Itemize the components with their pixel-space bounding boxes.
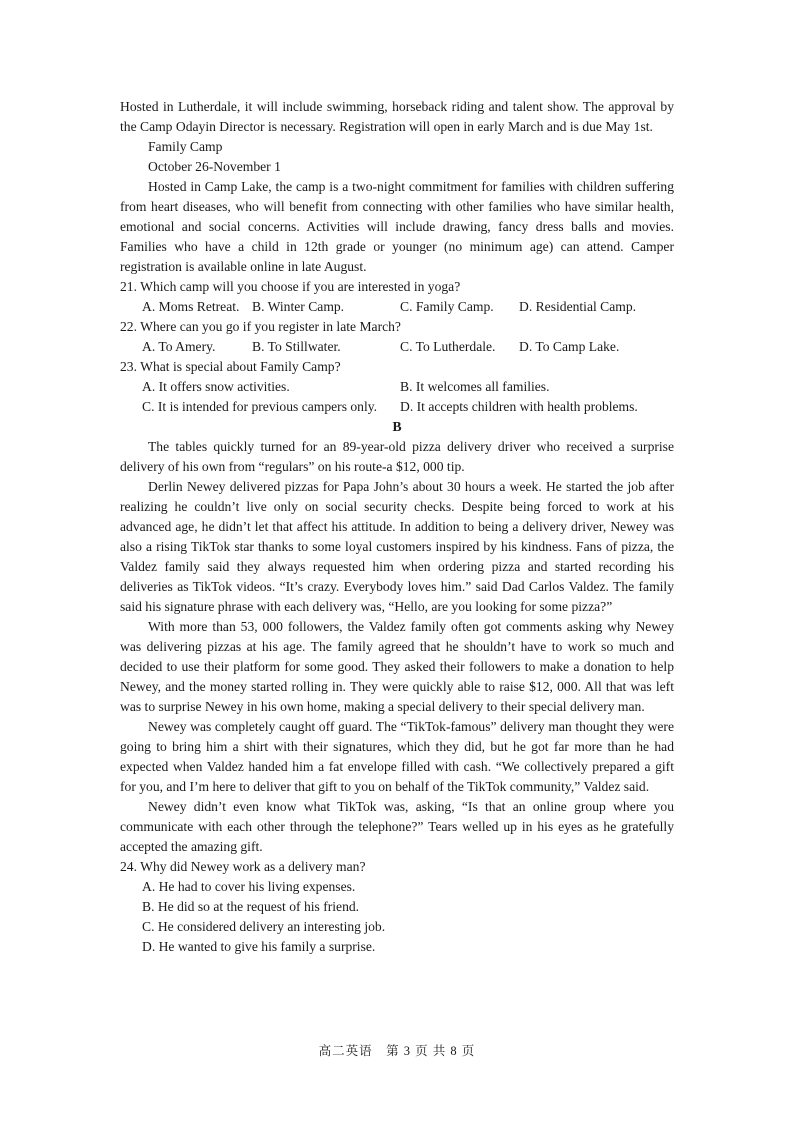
passage-b-paragraph: Derlin Newey delivered pizzas for Papa John’s about 30 hours a week. He started the job after realizing he couldn’t live only on social security checks. Despite being forced to work at his advanced age, he didn’t let that affect his attitude. In addition to being a delivery driver, Newey was also a rising TikTok star thanks to some loyal customers inspired by his kindness. Fans of pizza, the Valdez family said they always requested him when ordering pizza and started recording his deliveries as TikTok videos. “It’s crazy. Everybody loves him.” said Dad Carlos Valdez. The family said his signature phrase with each delivery was, “Hello, are you looking for some pizza?” — [120, 479, 674, 614]
option-d: D. Residential Camp. — [519, 299, 637, 314]
option-a: A. It offers snow activities. — [142, 379, 290, 394]
question-24: 24. Why did Newey work as a delivery man? — [120, 859, 366, 874]
question-23-options-cd — [120, 397, 674, 417]
option-c: C. To Lutherdale. — [400, 339, 496, 354]
option-a: A. Moms Retreat. — [142, 299, 240, 314]
option-b: B. It welcomes all families. — [400, 379, 550, 394]
option-d: D. It accepts children with health problems. — [400, 399, 638, 414]
question-21: 21. Which camp will you choose if you are interested in yoga? — [120, 279, 461, 294]
question-21-options — [120, 297, 674, 317]
question-22: 22. Where can you go if you register in late March? — [120, 319, 401, 334]
passage-b-paragraph: Newey was completely caught off guard. The “TikTok-famous” delivery man thought they were going to bring him a shirt with their signatures, which they did, but he got far more than he had expected when Valdez handed him a fat envelope filled with cash. “We collectively prepared a gift for you, and I’m here to deliver that gift to you on behalf of the TikTok community,” Valdez said. — [120, 719, 674, 794]
option-b: B. He did so at the request of his friend. — [142, 899, 360, 914]
option-b: B. Winter Camp. — [252, 299, 345, 314]
page-footer: 高二英语 第 3 页 共 8 页 — [318, 1044, 476, 1058]
option-b: B. To Stillwater. — [252, 339, 341, 354]
question-23: 23. What is special about Family Camp? — [120, 359, 341, 374]
question-23-options-ab — [120, 377, 674, 397]
option-c: C. He considered delivery an interesting job. — [142, 919, 386, 934]
passage-b-paragraph: With more than 53, 000 followers, the Valdez family often got comments asking why Newey was delivering pizzas at his age. The family agreed that he shouldn’t have to work so much and decided to use their platform for some good. They asked their followers to make a donation to help Newey, and the money started rolling in. They were quickly able to raise $12, 000. All that was left was to surprise Newey in his own home, making a special delivery to their special delivery man. — [120, 619, 674, 714]
option-a: A. To Amery. — [142, 339, 216, 354]
option-c: C. It is intended for previous campers only. — [142, 399, 378, 414]
question-22-options — [120, 337, 674, 357]
option-d: D. To Camp Lake. — [519, 339, 620, 354]
option-d: D. He wanted to give his family a surprise. — [142, 939, 376, 954]
passage-b-paragraph: The tables quickly turned for an 89-year-old pizza delivery driver who received a surprise delivery of his own from “regulars” on his route-a $12, 000 tip. — [120, 439, 674, 474]
family-camp-dates: October 26-November 1 — [148, 159, 281, 174]
residential-camp-text: Hosted in Lutherdale, it will include swimming, horseback riding and talent show. The approval by the Camp Odayin Director is necessary. Registration will open in early March and is due May 1st. — [120, 99, 674, 134]
option-a: A. He had to cover his living expenses. — [142, 879, 356, 894]
family-camp-text: Hosted in Camp Lake, the camp is a two-night commitment for families with children suffering from heart diseases, who will benefit from connecting with other families who have similar health, emotional and social concerns. Activities will include drawing, fancy dress balls and movies. Families who have a child in 12th grade or younger (no minimum age) can attend. Camper registration is available online in late August. — [120, 179, 674, 274]
family-camp-title: Family Camp — [148, 139, 223, 154]
section-b-heading: B — [392, 419, 402, 434]
exam-page-content — [120, 97, 674, 957]
option-c: C. Family Camp. — [400, 299, 494, 314]
passage-b-paragraph: Newey didn’t even know what TikTok was, asking, “Is that an online group where you communicate with each other through the telephone?” Tears welled up in his eyes as he gratefully accepted the amazing gift. — [120, 799, 674, 854]
